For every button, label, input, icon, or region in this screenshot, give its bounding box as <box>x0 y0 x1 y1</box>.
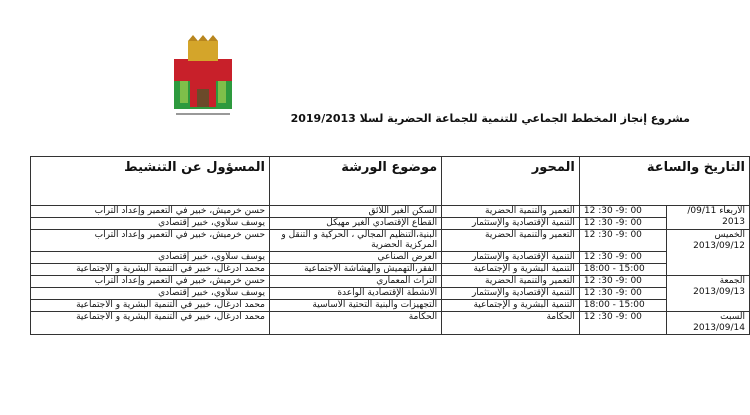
topic-cell: العرض الصناعي <box>270 252 442 264</box>
time-cell: 15:00 - 18:00 <box>579 300 666 312</box>
header-date: التاريخ والساعة <box>579 157 749 206</box>
time-cell: 00 :9- 30: 12 <box>579 276 666 288</box>
time-cell: 15:00 - 18:00 <box>579 264 666 276</box>
responsible-cell: حسن خرميش، خبير في التعمير وإعداد التراب <box>31 230 270 252</box>
document-title: مشروع إنجاز المخطط الجماعي للتنمية للجماعة الحضرية لسلا 2019/2013 <box>290 112 690 125</box>
axis-cell: التنمية الإقتصادية والإستثمار <box>442 218 580 230</box>
topic-cell: القطاع الإقتصادي الغير مهيكل <box>270 218 442 230</box>
topic-cell: السكن الغير اللائق <box>270 206 442 218</box>
responsible-cell: يوسف سلاوي، خبير إقتصادي <box>31 218 270 230</box>
table-row <box>31 230 750 252</box>
axis-cell: التنمية البشرية و الإجتماعية <box>442 264 580 276</box>
time-cell: 00 :9- 30: 12 <box>579 218 666 230</box>
topic-cell: البنية،التنظيم المجالي ، الحركية و التنقل و المركزية الحضرية <box>270 230 442 252</box>
responsible-cell: يوسف سلاوي، خبير إقتصادي <box>31 252 270 264</box>
time-cell: 00 :9- 30: 12 <box>579 230 666 252</box>
axis-cell: التنمية الإقتصادية والإستثمار <box>442 288 580 300</box>
topic-cell: التجهيزات والبنية التحتية الأساسية <box>270 300 442 312</box>
topic-cell: الفقر،التهميش والهشاشة الاجتماعية <box>270 264 442 276</box>
day-cell: الجمعة 2013/09/13 <box>666 276 749 312</box>
time-cell: 00 :9- 30: 12 <box>579 252 666 264</box>
time-cell: 00 :9- 30: 12 <box>579 206 666 218</box>
coat-of-arms-logo <box>166 33 240 123</box>
responsible-cell: حسن خرميش، خبير في التعمير وإعداد التراب <box>31 276 270 288</box>
table-row <box>31 300 750 312</box>
responsible-cell: حسن خرميش، خبير في التعمير وإعداد التراب <box>31 206 270 218</box>
table-row <box>31 252 750 264</box>
axis-cell: التعمير والتنمية الحضرية <box>442 206 580 218</box>
axis-cell: الحكامة <box>442 312 580 335</box>
responsible-cell: محمد أدرغال، خبير في التنمية البشرية و الاجتماعية <box>31 300 270 312</box>
table-row <box>31 312 750 335</box>
day-cell: الأربعاء 09/11/ 2013 <box>666 206 749 230</box>
header-responsible: المسؤول عن التنشيط <box>31 157 270 206</box>
header-topic: موضوع الورشة <box>270 157 442 206</box>
table-row <box>31 288 750 300</box>
axis-cell: التعمير والتنمية الحضرية <box>442 276 580 288</box>
table-row <box>31 264 750 276</box>
schedule-table <box>30 156 750 335</box>
topic-cell: التراث المعماري <box>270 276 442 288</box>
responsible-cell: محمد أدرغال، خبير في التنمية البشرية و الاجتماعية <box>31 264 270 276</box>
header-axis: المحور <box>442 157 580 206</box>
responsible-cell: يوسف سلاوي، خبير إقتصادي <box>31 288 270 300</box>
table-row <box>31 218 750 230</box>
topic-cell: الحكامة <box>270 312 442 335</box>
axis-cell: التنمية البشرية و الإجتماعية <box>442 300 580 312</box>
table-row <box>31 206 750 218</box>
axis-cell: التعمير والتنمية الحضرية <box>442 230 580 252</box>
header-row <box>31 157 750 206</box>
table-row <box>31 276 750 288</box>
time-cell: 00 :9- 30: 12 <box>579 312 666 335</box>
topic-cell: الأنشطة الإقتصادية الواعدة <box>270 288 442 300</box>
day-cell: الخميس 2013/09/12 <box>666 230 749 276</box>
day-cell: السبت 2013/09/14 <box>666 312 749 335</box>
responsible-cell: محمد أدرغال، خبير في التنمية البشرية و الاجتماعية <box>31 312 270 335</box>
axis-cell: التنمية الإقتصادية والإستثمار <box>442 252 580 264</box>
time-cell: 00 :9- 30: 12 <box>579 288 666 300</box>
